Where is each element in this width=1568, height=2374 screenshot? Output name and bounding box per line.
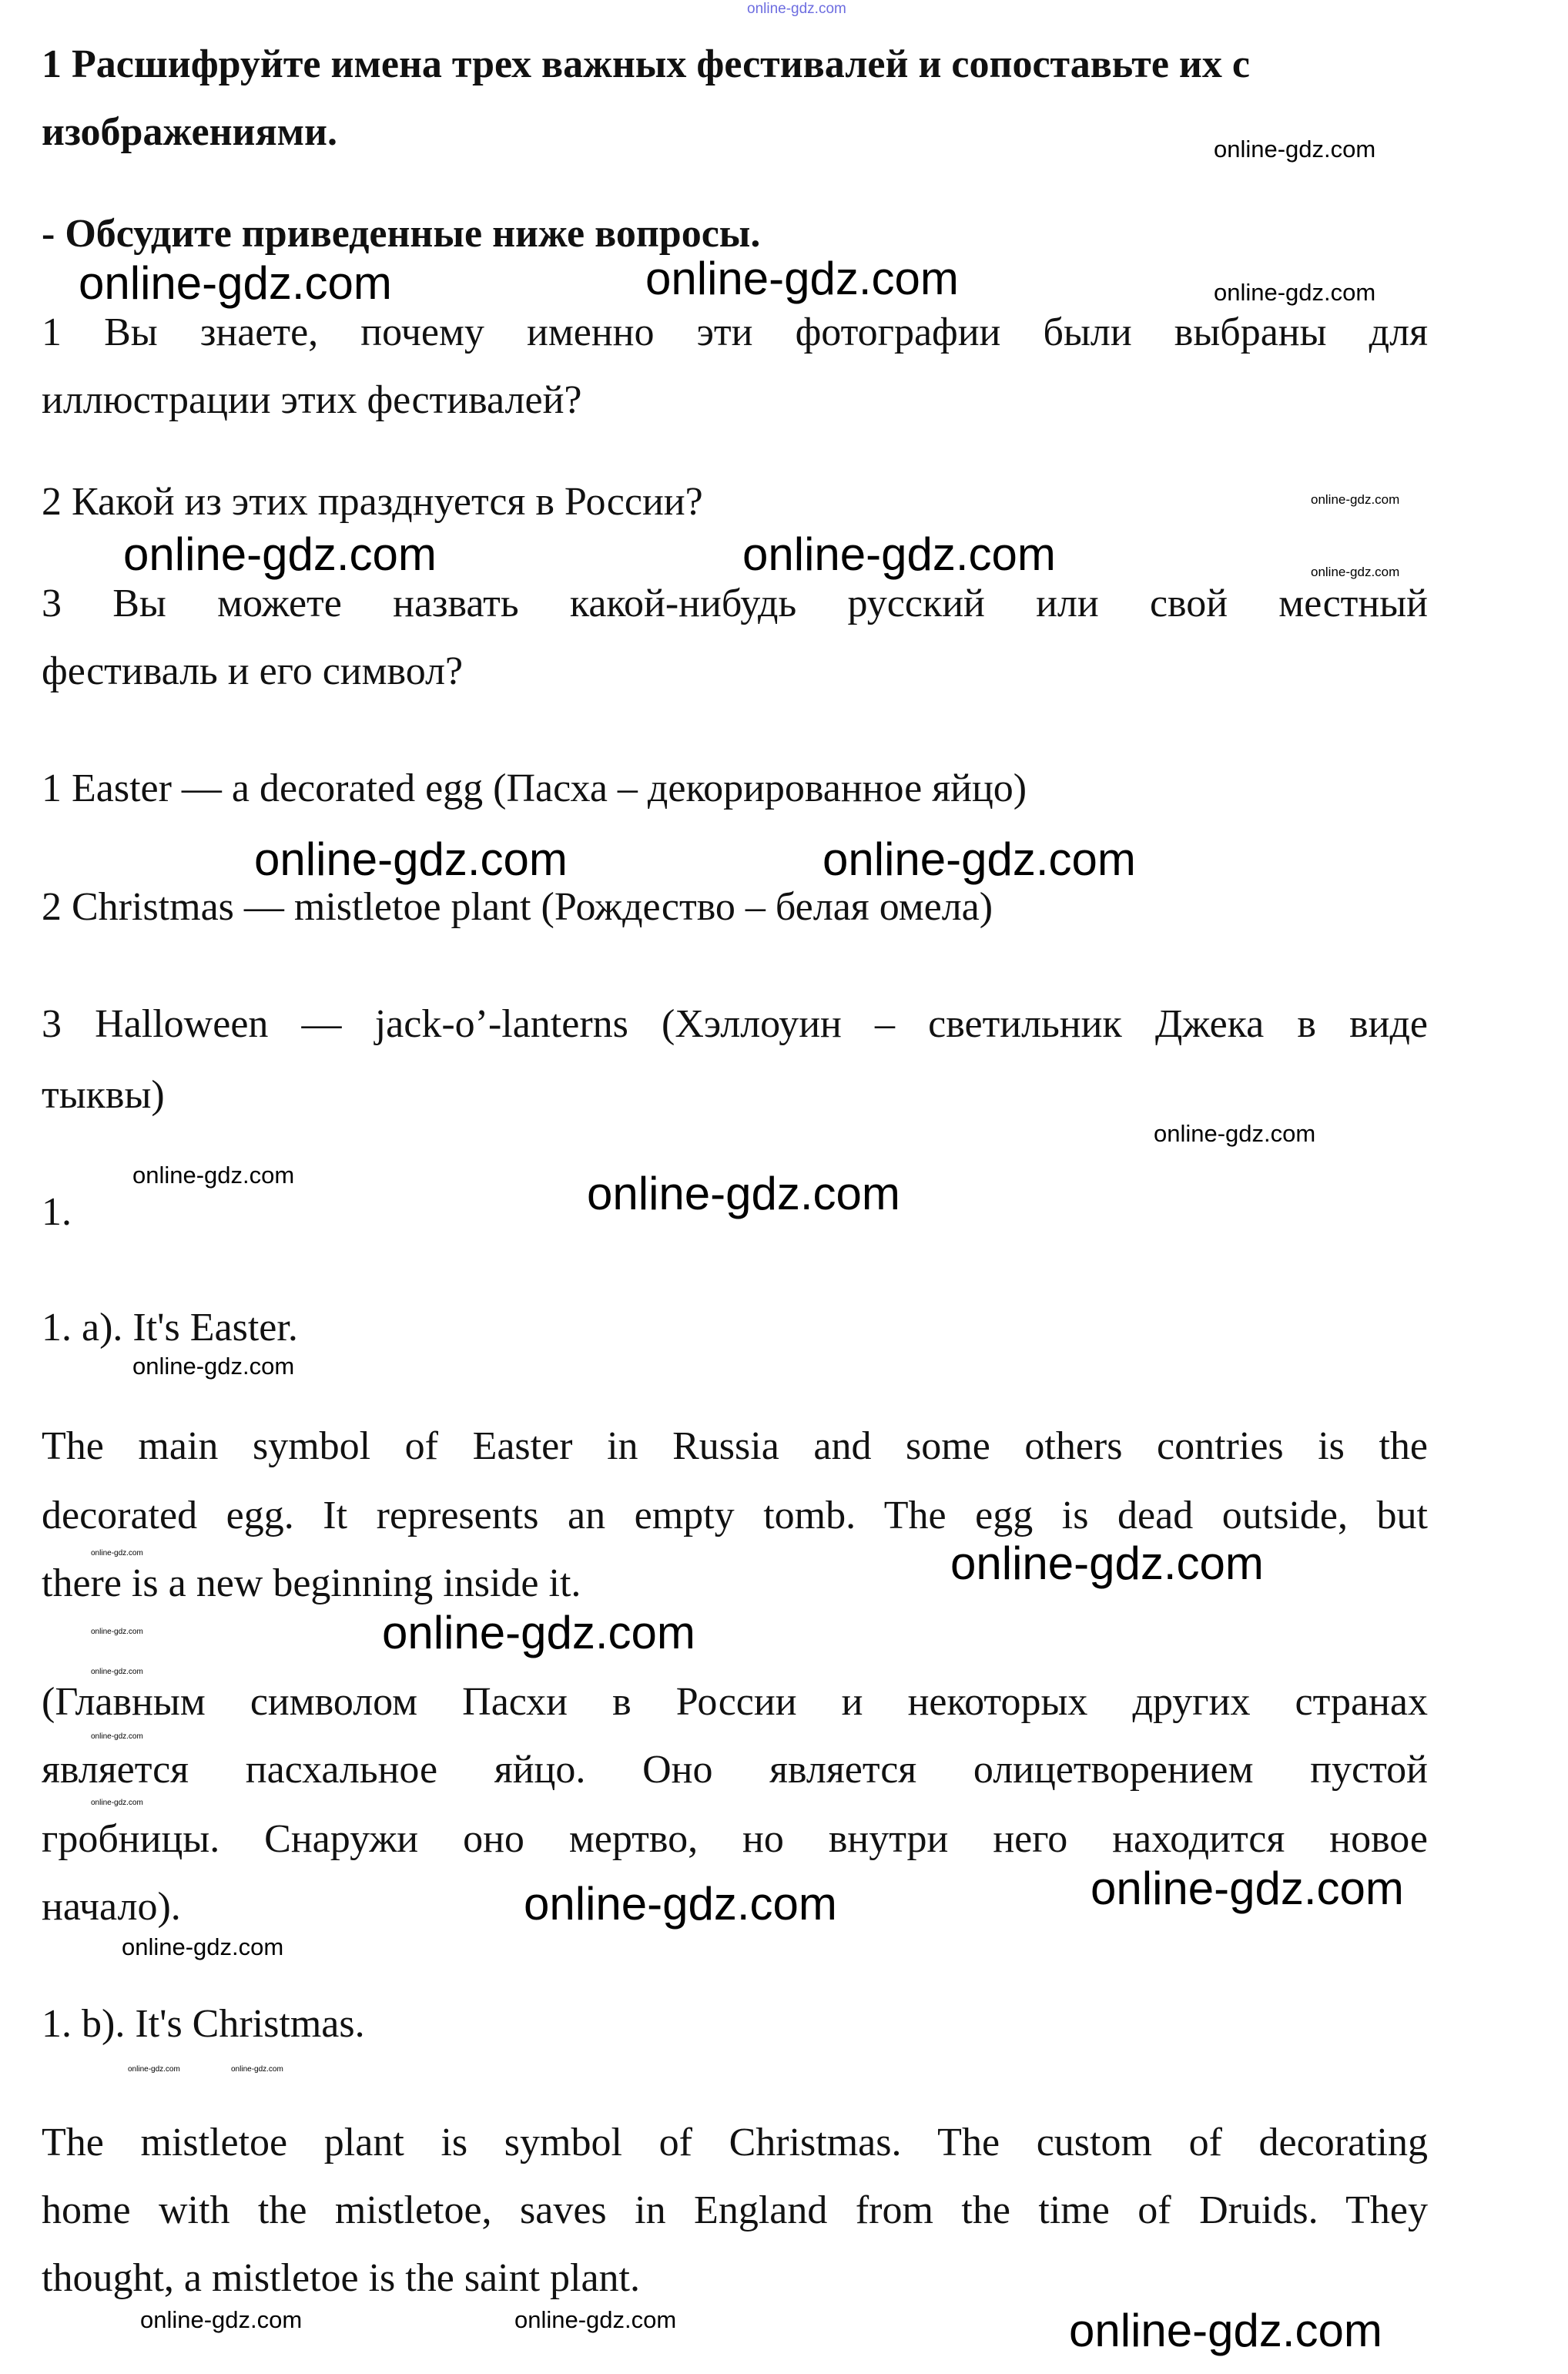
watermark: online-gdz.com — [128, 2065, 180, 2074]
answer-1: 1 Easter — a decorated egg (Пасха – декорированное яйцо) — [42, 766, 1027, 810]
watermark: online-gdz.com — [1214, 136, 1376, 163]
easter-translation-line: является пасхальное яйцо. Оно является олицетворением пустой — [42, 1748, 1428, 1792]
watermark: online-gdz.com — [132, 1353, 295, 1380]
watermark: online-gdz.com — [823, 833, 1136, 885]
watermark: online-gdz.com — [514, 2306, 677, 2333]
watermark: online-gdz.com — [382, 1607, 695, 1658]
question-3: 3 Вы можете назвать какой-нибудь русский или свой местный — [42, 582, 1428, 625]
watermark: online-gdz.com — [231, 2065, 283, 2074]
question-1-cont: иллюстрации этих фестивалей? — [42, 378, 582, 422]
watermark: online-gdz.com — [1311, 492, 1400, 507]
christmas-paragraph-line: The mistletoe plant is symbol of Christmas. The custom of decorating — [42, 2121, 1428, 2164]
answer-3-cont: тыквы) — [42, 1073, 165, 1117]
christmas-paragraph-line: thought, a mistletoe is the saint plant. — [42, 2256, 641, 2300]
task-title: 1 Расшифруйте имена трех важных фестивалей и сопоставьте их с — [42, 42, 1250, 86]
easter-translation-line: (Главным символом Пасхи в России и некоторых других странах — [42, 1680, 1428, 1724]
answer-2: 2 Christmas — mistletoe plant (Рождество – белая омела) — [42, 885, 993, 929]
watermark: online-gdz.com — [645, 253, 959, 304]
watermark: online-gdz.com — [254, 833, 568, 885]
watermark: online-gdz.com — [1154, 1120, 1316, 1147]
watermark: online-gdz.com — [91, 1628, 143, 1636]
answer-3: 3 Halloween — jack-o’-lanterns (Хэллоуин – светильник Джека в виде — [42, 1002, 1428, 1046]
watermark: online-gdz.com — [91, 1668, 143, 1676]
watermark: online-gdz.com — [1069, 2305, 1382, 2356]
watermark: online-gdz.com — [950, 1537, 1264, 1589]
watermark: online-gdz.com — [91, 1799, 143, 1807]
question-2: 2 Какой из этих празднуется в России? — [42, 480, 703, 524]
watermark: online-gdz.com — [140, 2306, 303, 2333]
watermark: online-gdz.com — [122, 1933, 284, 1960]
watermark: online-gdz.com — [132, 1162, 295, 1189]
watermark: online-gdz.com — [123, 528, 437, 580]
item-number: 1. — [42, 1190, 72, 1234]
task-title-cont: изображениями. — [42, 110, 338, 154]
question-3-cont: фестиваль и его символ? — [42, 649, 464, 693]
watermark: online-gdz.com — [587, 1168, 900, 1219]
watermark: online-gdz.com — [91, 1732, 143, 1741]
watermark: online-gdz.com — [524, 1878, 837, 1930]
christmas-paragraph-line: home with the mistletoe, saves in England from the time of Druids. They — [42, 2188, 1428, 2232]
easter-paragraph-line: The main symbol of Easter in Russia and some others contries is the — [42, 1424, 1428, 1468]
watermark: online-gdz.com — [1214, 279, 1376, 306]
easter-paragraph-line: there is a new beginning inside it. — [42, 1561, 581, 1605]
watermark: online-gdz.com — [742, 528, 1056, 580]
christmas-heading: 1. b). It's Christmas. — [42, 2002, 365, 2046]
watermark: online-gdz.com — [79, 257, 392, 309]
watermark: online-gdz.com — [1311, 565, 1400, 579]
watermark: online-gdz.com — [747, 1, 846, 17]
easter-paragraph-line: decorated egg. It represents an empty tomb. The egg is dead outside, but — [42, 1494, 1428, 1537]
question-1: 1 Вы знаете, почему именно эти фотографии были выбраны для — [42, 310, 1428, 354]
easter-heading: 1. a). It's Easter. — [42, 1306, 298, 1350]
discuss-heading: - Обсудите приведенные ниже вопросы. — [42, 212, 761, 256]
watermark: online-gdz.com — [1091, 1863, 1404, 1914]
easter-translation-line: гробницы. Снаружи оно мертво, но внутри него находится новое — [42, 1817, 1428, 1861]
watermark: online-gdz.com — [91, 1549, 143, 1558]
easter-translation-line: начало). — [42, 1885, 181, 1929]
